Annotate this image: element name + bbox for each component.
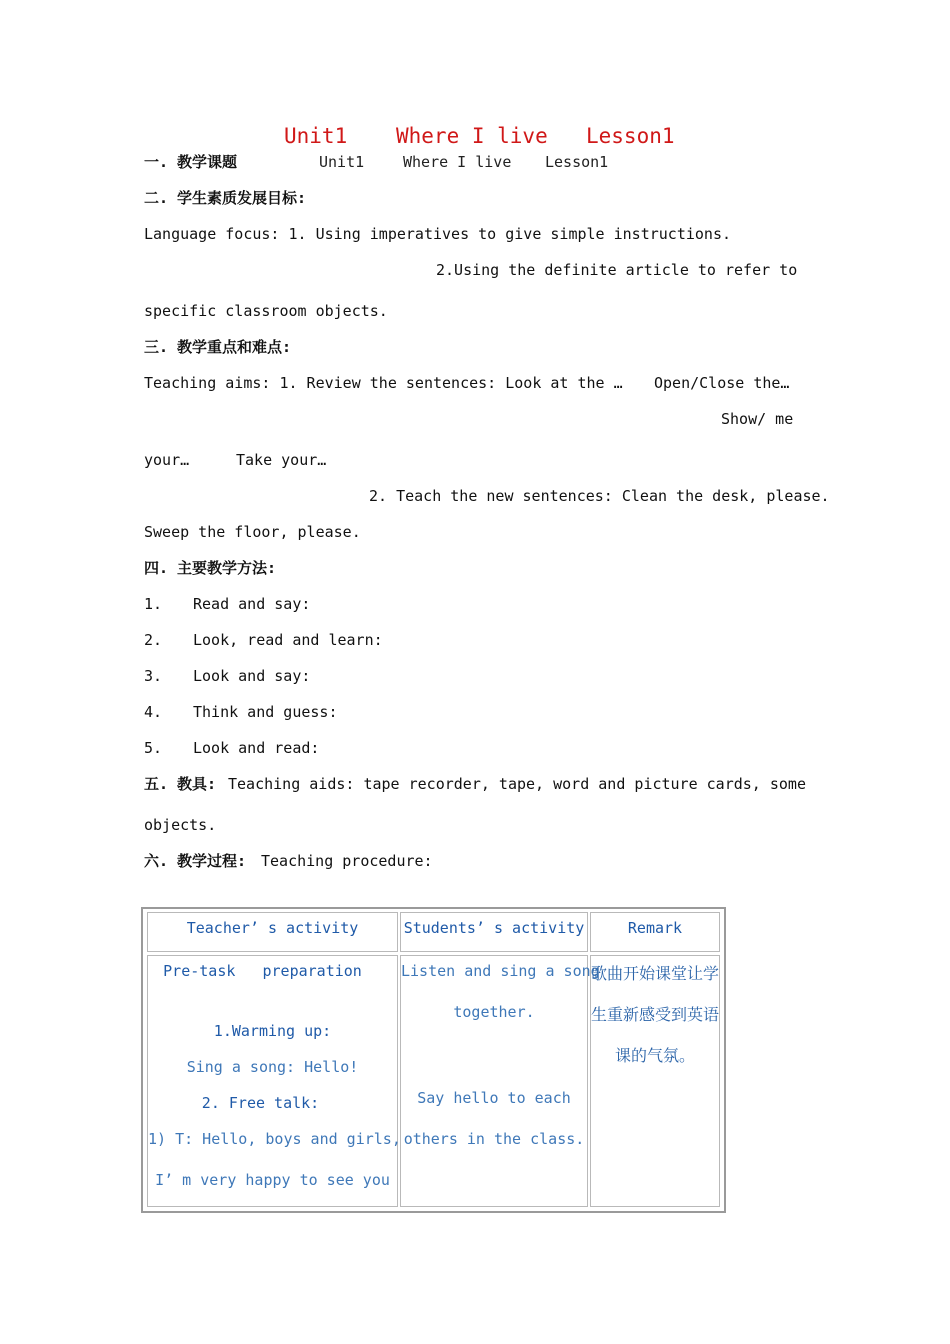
section1-name: Where I live bbox=[403, 153, 512, 171]
section5-label: 五. 教具: bbox=[144, 775, 217, 793]
section5-line1: Teaching aids: tape recorder, tape, word and picture cards, some bbox=[228, 775, 806, 793]
section6-text: Teaching procedure: bbox=[261, 852, 433, 870]
section3-label: 三. 教学重点和难点: bbox=[144, 338, 292, 356]
method-num: 3. bbox=[144, 667, 163, 685]
header-remark: Remark bbox=[627, 919, 683, 937]
method-text: Read and say: bbox=[193, 595, 311, 613]
section1-label: 一. 教学课题 bbox=[144, 153, 238, 171]
students-line3: Say hello to each bbox=[417, 1089, 571, 1107]
students-line1: Listen and sing a song bbox=[401, 962, 600, 980]
method-num: 5. bbox=[144, 739, 163, 757]
students-line2: together. bbox=[453, 1003, 535, 1021]
section3-line5: Sweep the floor, please. bbox=[144, 523, 361, 541]
section2-label: 二. 学生素质发展目标: bbox=[144, 189, 307, 207]
remark-cell bbox=[590, 955, 720, 1207]
students-activity-cell bbox=[400, 955, 600, 1207]
remark-line3: 课的气氛。 bbox=[614, 1046, 695, 1065]
teacher-step2: 2. Free talk: bbox=[201, 1094, 320, 1112]
method-text: Look, read and learn: bbox=[193, 631, 383, 649]
title-lesson: Lesson1 bbox=[586, 124, 675, 148]
section3-line1a: Teaching aims: 1. Review the sentences: Look at the … bbox=[144, 374, 623, 392]
teacher-step1: 1.Warming up: bbox=[213, 1022, 332, 1040]
header-students: Students’ s activity bbox=[403, 919, 585, 937]
section2-line1: Language focus: 1. Using imperatives to give simple instructions. bbox=[144, 225, 731, 243]
title-unit: Unit1 bbox=[284, 124, 348, 148]
teacher-activity-cell bbox=[147, 955, 401, 1207]
method-text: Look and read: bbox=[193, 739, 320, 757]
header-teacher: Teacher’ s activity bbox=[186, 919, 359, 937]
teacher-talk1: 1) T: Hello, boys and girls, bbox=[148, 1130, 401, 1148]
section3-line3b: Take your… bbox=[236, 451, 327, 469]
remark-line2: 生重新感受到英语 bbox=[591, 1005, 720, 1024]
section5-line2: objects. bbox=[144, 816, 217, 834]
section6-label: 六. 教学过程: bbox=[144, 852, 247, 870]
students-line4: others in the class. bbox=[403, 1130, 585, 1148]
title-name: Where I live bbox=[396, 124, 548, 148]
method-num: 1. bbox=[144, 595, 163, 613]
section3-line2: Show/ me bbox=[721, 410, 794, 428]
header-cell-teacher bbox=[147, 912, 398, 952]
procedure-table bbox=[141, 907, 726, 1213]
teacher-step1-text: Sing a song: Hello! bbox=[186, 1058, 359, 1076]
section3-line4: 2. Teach the new sentences: Clean the desk, please. bbox=[369, 487, 830, 505]
method-text: Look and say: bbox=[193, 667, 311, 685]
section1-unit: Unit1 bbox=[319, 153, 365, 171]
section3-line3a: your… bbox=[144, 451, 190, 469]
header-cell-students bbox=[400, 912, 588, 952]
remark-line1: 歌曲开始课堂让学 bbox=[591, 964, 720, 983]
section3-line1b: Open/Close the… bbox=[654, 374, 790, 392]
section2-line3: specific classroom objects. bbox=[144, 302, 388, 320]
method-num: 2. bbox=[144, 631, 163, 649]
section2-line2: 2.Using the definite article to refer to bbox=[436, 261, 798, 279]
method-num: 4. bbox=[144, 703, 163, 721]
method-text: Think and guess: bbox=[193, 703, 338, 721]
teacher-heading: Pre-task preparation bbox=[163, 962, 362, 980]
section1-lesson: Lesson1 bbox=[545, 153, 609, 171]
teacher-talk2: I’ m very happy to see you bbox=[155, 1171, 390, 1189]
section4-label: 四. 主要教学方法: bbox=[144, 559, 277, 577]
header-cell-remark bbox=[590, 912, 720, 952]
